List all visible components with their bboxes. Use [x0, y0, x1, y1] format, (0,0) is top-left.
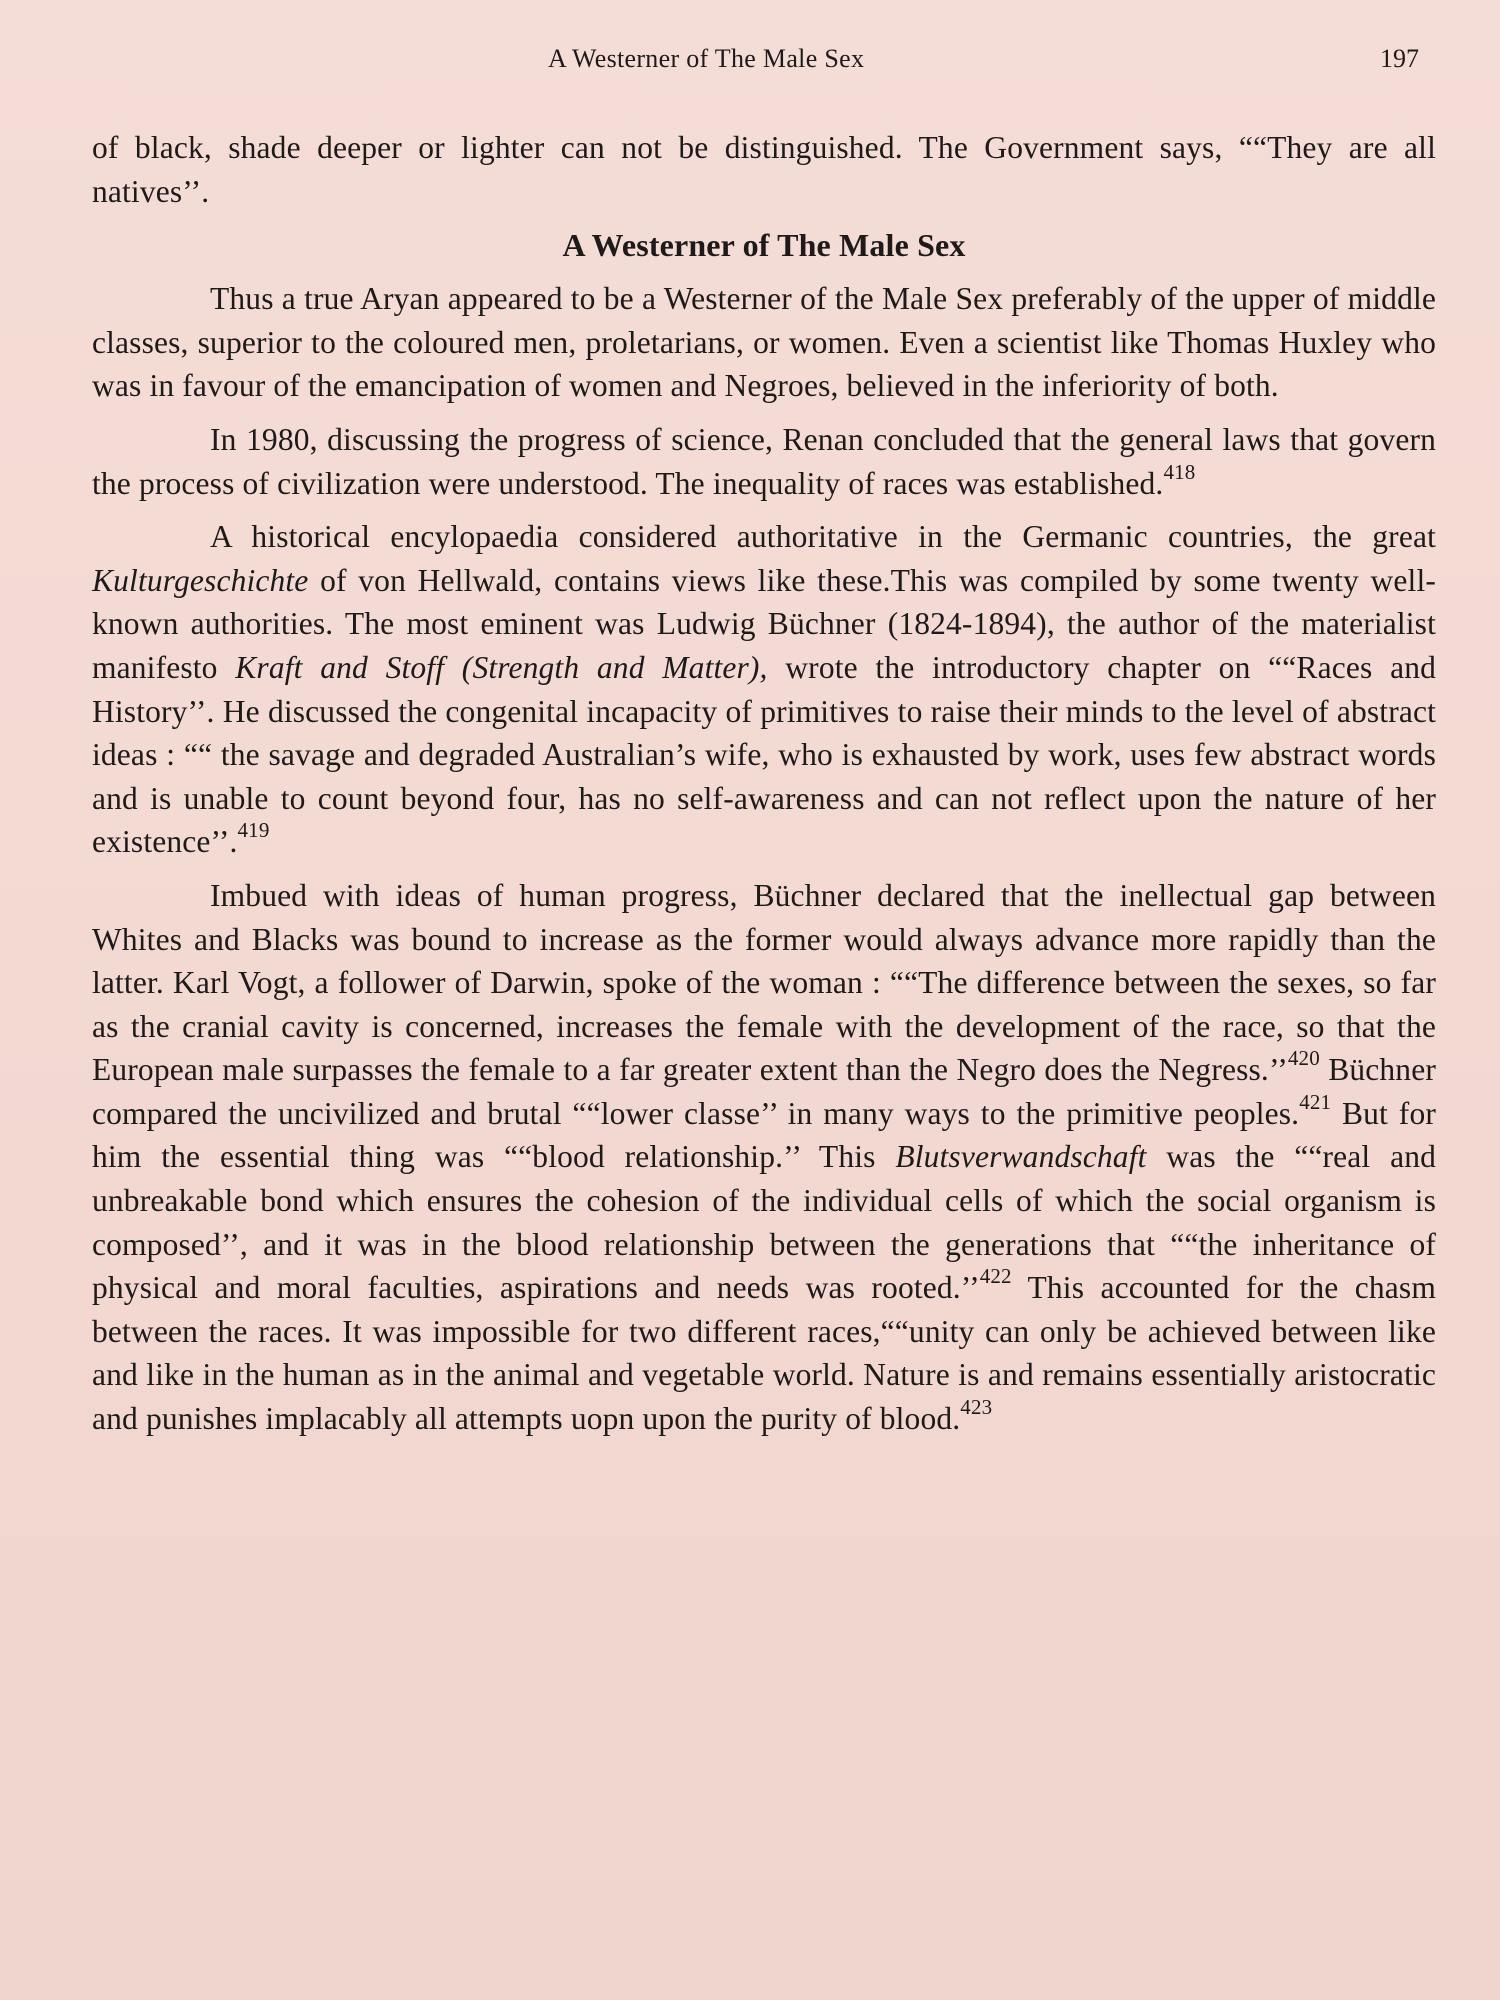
page-number: 197 [1380, 44, 1419, 73]
paragraph-text: But for him the essential thing was ““blood relationship.’’ This [92, 1095, 1436, 1175]
paragraph-continued [92, 126, 1436, 213]
paragraph-4 [92, 874, 1436, 1441]
paragraph-text: In 1980, discussing the progress of science, Renan concluded that the general laws that govern the process of civilization were understood. The inequality of races was established. [92, 421, 1436, 501]
footnote-ref-423: 423 [960, 1395, 993, 1420]
footnote-ref-422: 422 [979, 1264, 1012, 1289]
footnote-ref-418: 418 [1163, 459, 1196, 484]
running-head [0, 44, 1500, 84]
section-heading: A Westerner of The Male Sex [562, 227, 966, 264]
running-title: A Westerner of The Male Sex [548, 44, 865, 73]
paragraph-text: Thus a true Aryan appeared to be a Westerner of the Male Sex preferably of the upper of middle classes, superior to the coloured men, proletarians, or women. Even a scientist like Thomas Huxley who was in favour of the emancipation of women and Negroes, believed in the inferiority of both. [92, 281, 1436, 404]
paragraph-text: of black, shade deeper or lighter can not be distinguished. The Government says, ““They are all natives’’. [92, 130, 1436, 209]
italic-title-kulturgeschichte: Kulturgeschichte [92, 562, 309, 598]
paragraph-text: wrote the introductory chapter on ““Races and History’’. He discussed the congenital incapacity of primitives to raise their minds to the level of abstract ideas : ““ the savage and degraded Australian’s wife, who is exhausted by work, uses few abstract words and is unable to count beyond four, has no self-awareness and can not reflect upon the nature of her existence’’. [92, 649, 1437, 860]
paragraph-text: of von Hellwald, contains views like these.This was compiled by some twenty well-known authorities. The most eminent was Ludwig Büchner (1824-1894), the author of the materialist manifesto [92, 562, 1436, 685]
footnote-ref-421: 421 [1299, 1089, 1332, 1114]
italic-term-blutsverwandschaft: Blutsverwandschaft [895, 1139, 1147, 1175]
paragraph-1 [92, 277, 1436, 408]
footnote-ref-419: 419 [237, 818, 270, 843]
paragraph-2 [92, 418, 1436, 505]
paragraph-text: Imbued with ideas of human progress, Büchner declared that the inellectual gap between Whites and Blacks was bound to increase as the former would always advance more rapidly than the latter. Karl Vogt, a follower of Darwin, spoke of the woman : ““The difference between the sexes, so far as the cranial cavity is concerned, increases the female with the development of the race, so that the European male surpasses the female to a far greater extent than the Negro does the Negress.’’ [92, 877, 1436, 1088]
paragraph-3 [92, 515, 1436, 864]
italic-title-kraft-und-stoff: Kraft and Stoff (Strength and Matter), [235, 649, 768, 685]
footnote-ref-420: 420 [1287, 1046, 1320, 1071]
paragraph-text: This accounted for the chasm between the races. It was impossible for two different races,““unity can only be achieved between like and like in the human as in the animal and vegetable world. Nature is and remains essentially aristocratic and punishes implacably all attempts uopn upon the purity of blood. [92, 1270, 1436, 1437]
paragraph-text: A historical encylopaedia considered authoritative in the Germanic countries, the great [210, 519, 1436, 555]
paragraph-text: was the ““real and unbreakable bond which ensures the cohesion of the individual cells of which the social organism is composed’’, and it was in the blood relationship between the generations that ““the inheritance of physical and moral faculties, aspirations and needs was rooted.’’ [92, 1139, 1436, 1306]
paragraph-text: Büchner compared the uncivilized and brutal ““lower classe’’ in many ways to the primitive peoples. [92, 1052, 1436, 1131]
body-text [92, 126, 1436, 1441]
